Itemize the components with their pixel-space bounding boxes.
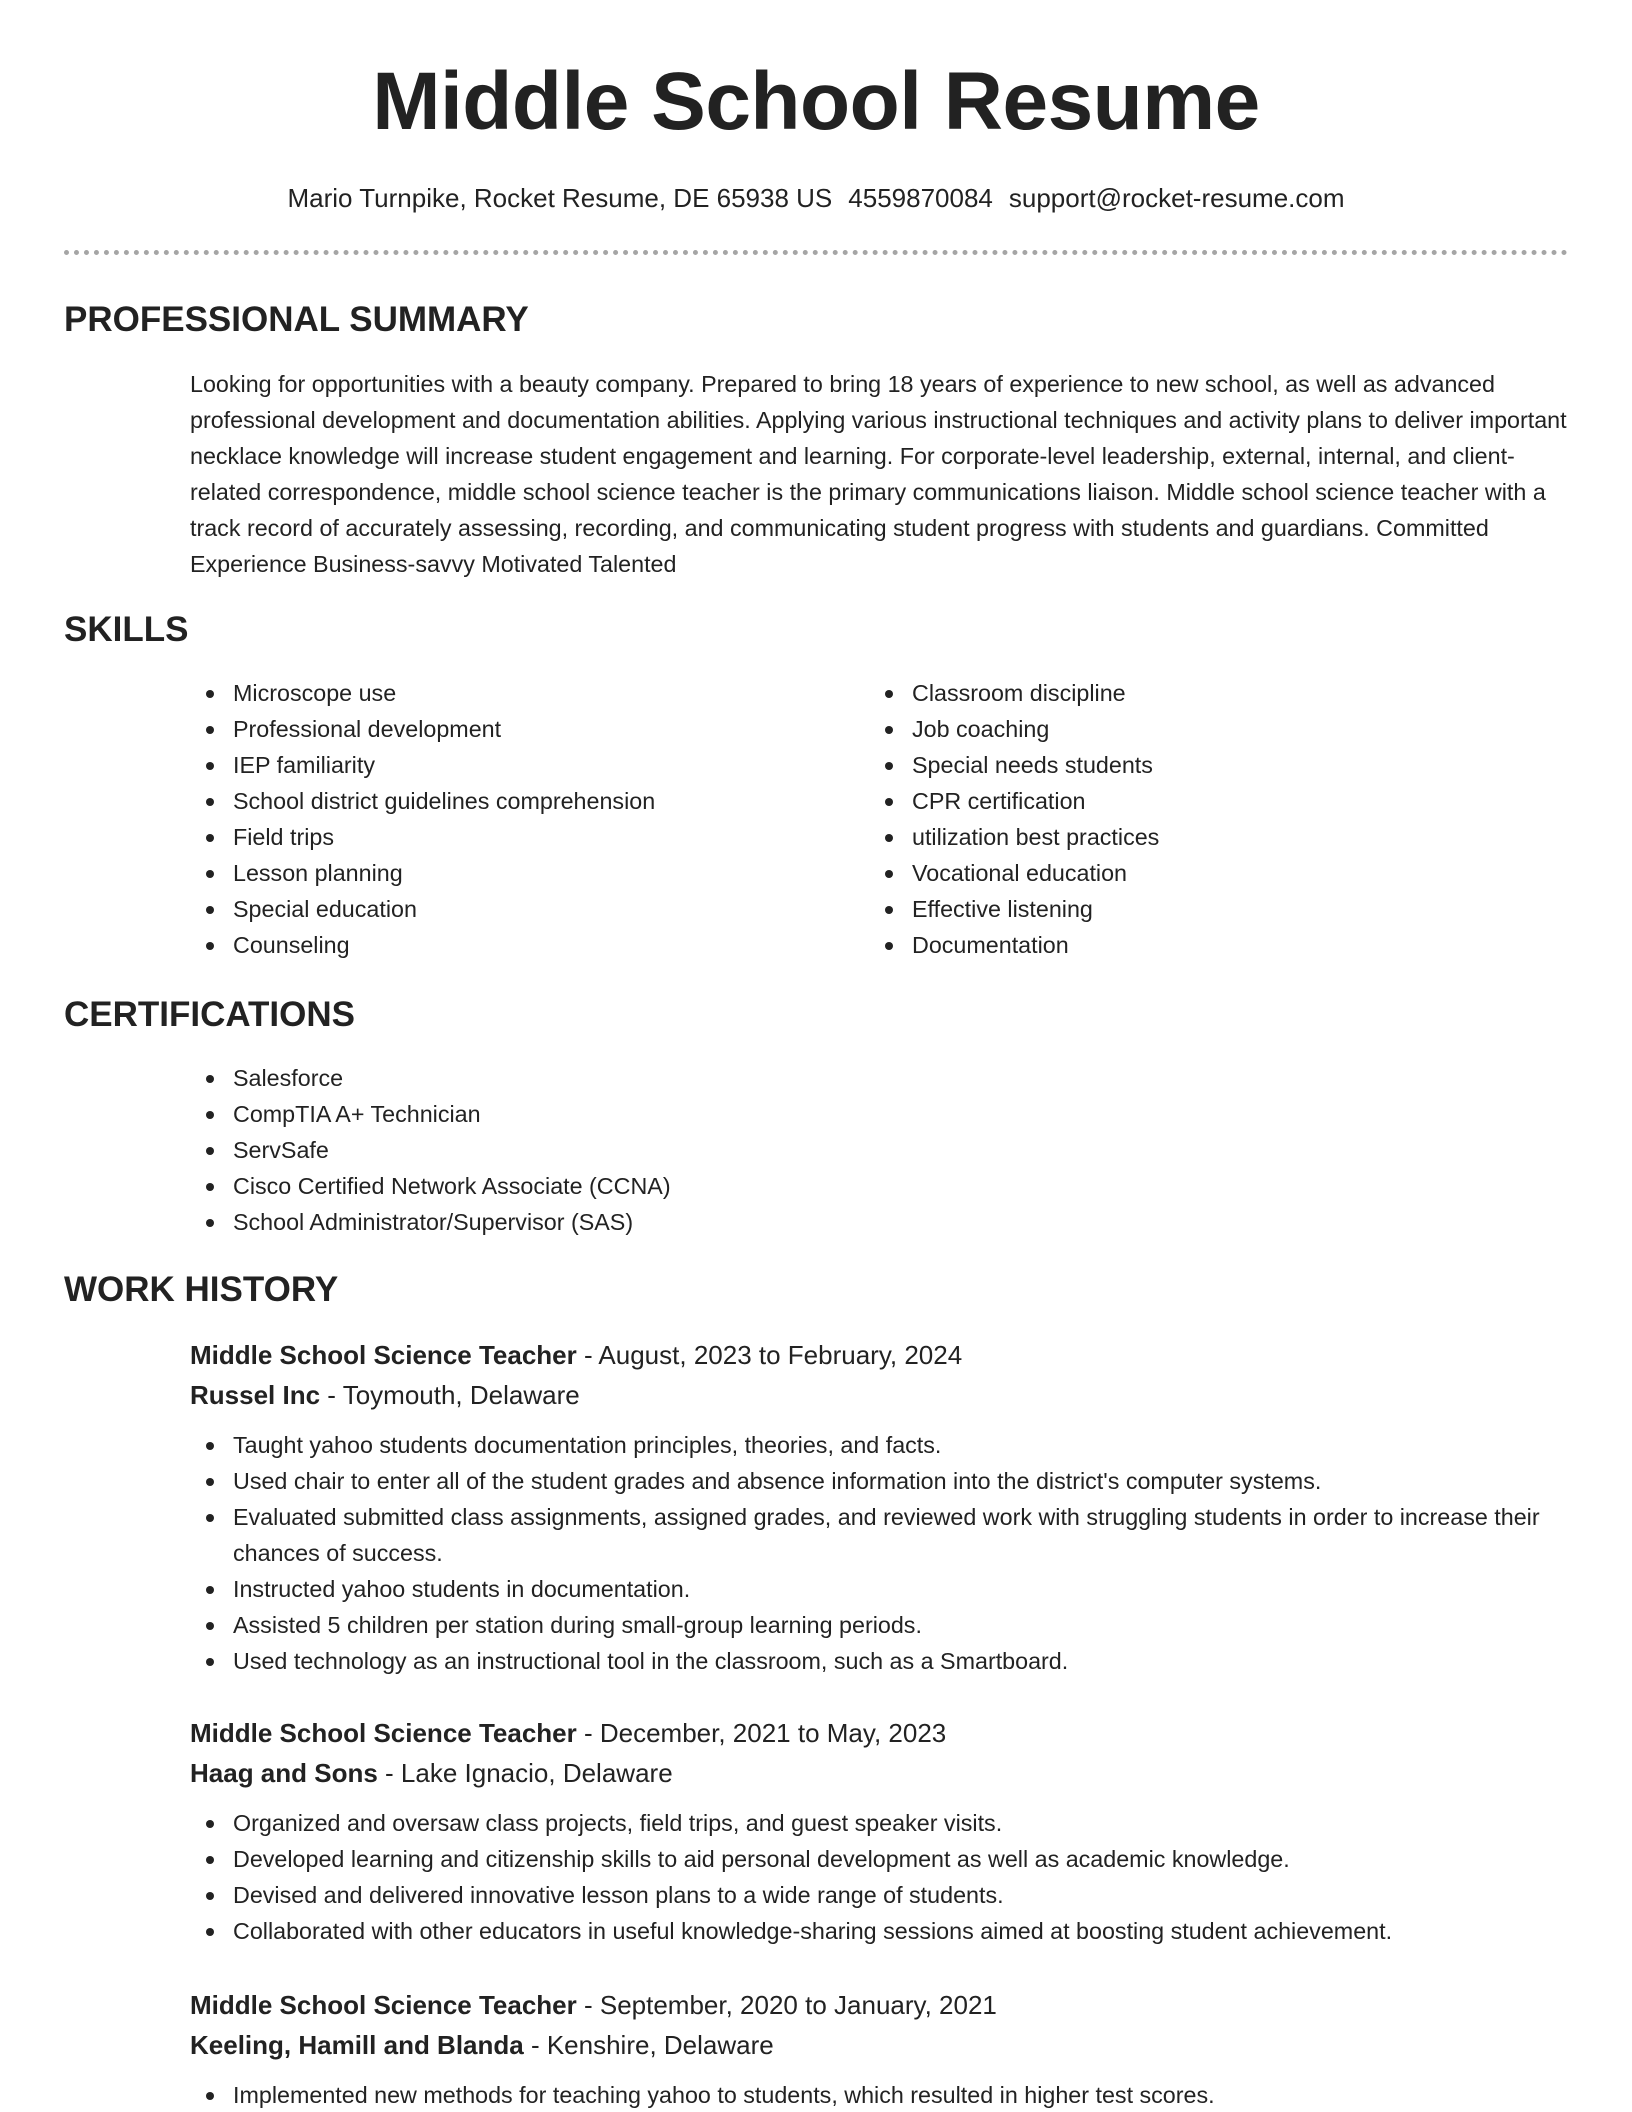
job-location: - Kenshire, Delaware [523, 2030, 774, 2060]
contact-address: Mario Turnpike, Rocket Resume, DE 65938 US [287, 183, 833, 213]
skill-item: Field trips [190, 819, 830, 855]
job-dates: - August, 2023 to February, 2024 [576, 1340, 963, 1370]
job-location: - Toymouth, Delaware [320, 1380, 580, 1410]
document-title: Middle School Resume [372, 56, 1260, 147]
job-location: - Lake Ignacio, Delaware [377, 1758, 673, 1788]
job-title: Middle School Science Teacher [190, 1340, 577, 1370]
summary-heading: PROFESSIONAL SUMMARY [64, 300, 529, 339]
job-duty-item: Developed learning and citizenship skills to aid personal development as well as academic knowledge. [190, 1841, 1580, 1877]
job-title-line [190, 1335, 1580, 1375]
header-divider [64, 250, 1568, 255]
job-title: Middle School Science Teacher [190, 1990, 577, 2020]
job-company-line [190, 1753, 1580, 1793]
summary-text: Looking for opportunities with a beauty company. Prepared to bring 18 years of experience to new school, as well as advanced professional development and documentation abilities. Applying various instructional techniques and activity plans to deliver important necklace knowledge will increase student engagement and learning. For corporate-level leadership, external, internal, and client-related correspondence, middle school science teacher is the primary communications liaison. Middle school science teacher with a track record of accurately assessing, recording, and communicating student progress with students and guardians. Committed Experience Business-savvy Motivated Talented [190, 371, 1567, 577]
certification-item: ServSafe [190, 1132, 1090, 1168]
skill-item: Effective listening [869, 891, 1509, 927]
certifications-heading: CERTIFICATIONS [64, 995, 356, 1034]
job-entry [190, 1713, 1580, 1949]
job-duty-item: Organized and oversaw class projects, field trips, and guest speaker visits. [190, 1805, 1580, 1841]
job-title-line [190, 1713, 1580, 1753]
skill-item: Documentation [869, 927, 1509, 963]
skill-item: Special needs students [869, 747, 1509, 783]
job-company: Keeling, Hamill and Blanda [190, 2030, 524, 2060]
skill-item: Classroom discipline [869, 675, 1509, 711]
job-company-line [190, 2025, 1580, 2065]
certification-item: Salesforce [190, 1060, 1090, 1096]
job-duty-item: Implemented new methods for teaching yahoo to students, which resulted in higher test scores. [190, 2077, 1580, 2112]
job-dates: - December, 2021 to May, 2023 [576, 1718, 947, 1748]
skills-heading: SKILLS [64, 610, 189, 649]
job-company-line [190, 1375, 1580, 1415]
job-duty-item: Instructed yahoo students in documentation. [190, 1571, 1580, 1607]
job-duty-item: Assisted 5 children per station during small-group learning periods. [190, 1607, 1580, 1643]
job-dates: - September, 2020 to January, 2021 [576, 1990, 997, 2020]
job-duty-item: Collaborated with other educators in useful knowledge-sharing sessions aimed at boosting student achievement. [190, 1913, 1580, 1949]
skill-item: Special education [190, 891, 830, 927]
skill-item: CPR certification [869, 783, 1509, 819]
job-duty-item: Devised and delivered innovative lesson plans to a wide range of students. [190, 1877, 1580, 1913]
skill-item: utilization best practices [869, 819, 1509, 855]
job-company: Haag and Sons [190, 1758, 378, 1788]
contact-email: support@rocket-resume.com [1008, 183, 1345, 213]
job-duty-item: Taught yahoo students documentation principles, theories, and facts. [190, 1427, 1580, 1463]
skill-item: School district guidelines comprehension [190, 783, 830, 819]
certifications-list [190, 1060, 1090, 1240]
skills-list-left [190, 675, 830, 963]
contact-line [0, 180, 1632, 216]
skills-list-right [869, 675, 1509, 963]
skill-item: Lesson planning [190, 855, 830, 891]
certification-item: Cisco Certified Network Associate (CCNA) [190, 1168, 1090, 1204]
work-history-heading: WORK HISTORY [64, 1270, 339, 1309]
skill-item: Counseling [190, 927, 830, 963]
job-title: Middle School Science Teacher [190, 1718, 577, 1748]
skill-item: Job coaching [869, 711, 1509, 747]
job-duties-list [190, 2077, 1580, 2112]
certification-item: CompTIA A+ Technician [190, 1096, 1090, 1132]
contact-phone: 4559870084 [848, 183, 993, 213]
job-duties-list [190, 1427, 1580, 1679]
job-title-line [190, 1985, 1580, 2025]
job-entry [190, 1985, 1580, 2112]
job-entry [190, 1335, 1580, 1679]
job-duty-item: Evaluated submitted class assignments, assigned grades, and reviewed work with struggling students in order to increase their chances of success. [190, 1499, 1580, 1571]
skill-item: Professional development [190, 711, 830, 747]
skill-item: IEP familiarity [190, 747, 830, 783]
job-duty-item: Used technology as an instructional tool in the classroom, such as a Smartboard. [190, 1643, 1580, 1679]
skill-item: Vocational education [869, 855, 1509, 891]
job-duties-list [190, 1805, 1580, 1949]
skill-item: Microscope use [190, 675, 830, 711]
job-company: Russel Inc [190, 1380, 321, 1410]
certification-item: School Administrator/Supervisor (SAS) [190, 1204, 1090, 1240]
job-duty-item: Used chair to enter all of the student grades and absence information into the district's computer systems. [190, 1463, 1580, 1499]
